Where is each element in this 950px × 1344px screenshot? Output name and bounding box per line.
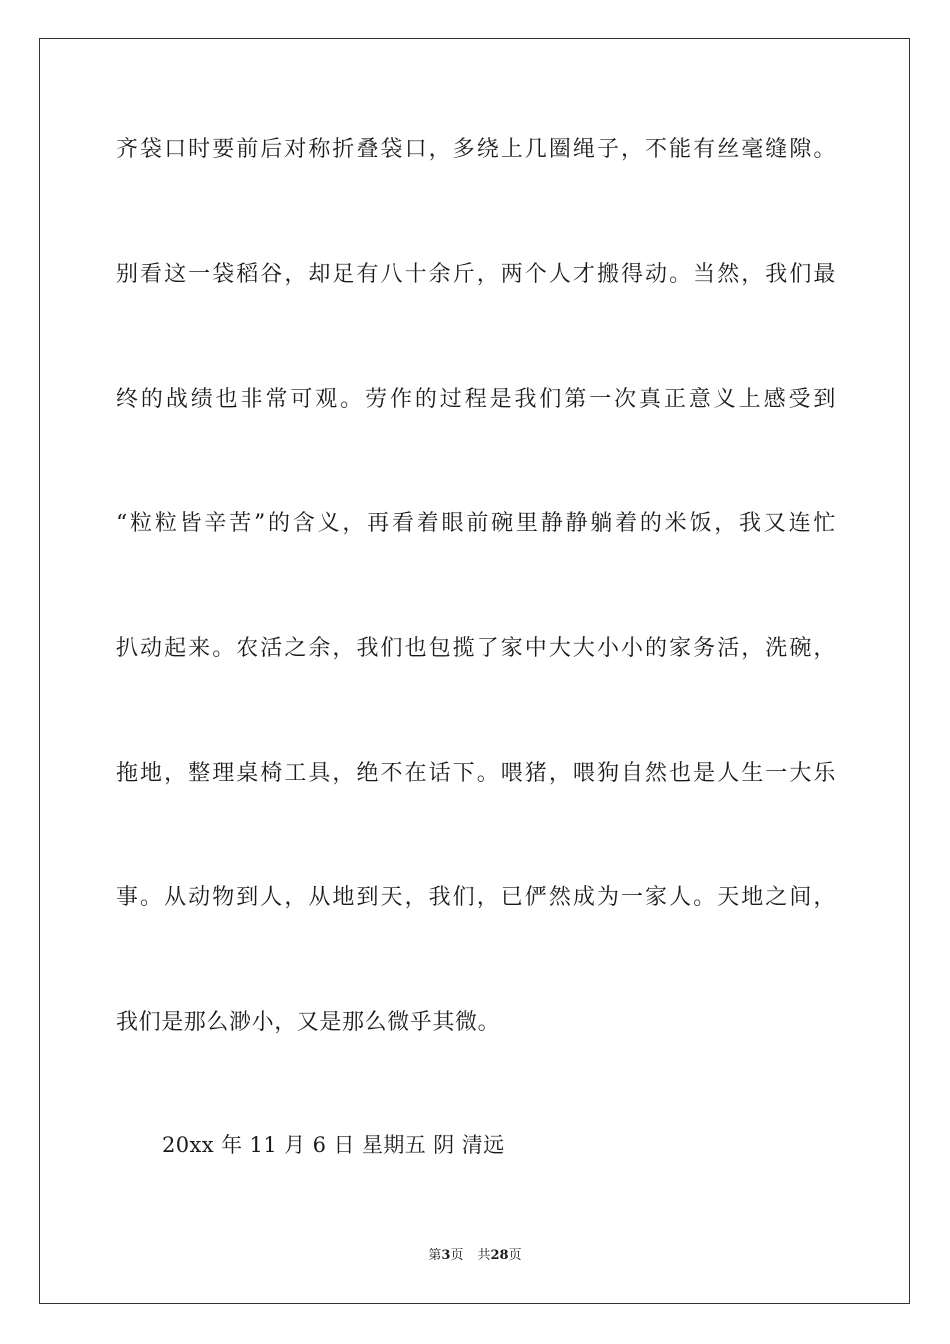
body-line-6: 拖地，整理桌椅工具，绝不在话下。喂猪，喂狗自然也是人生一大乐 [116, 761, 836, 786]
footer-total-prefix: 共 [477, 1248, 491, 1263]
page-frame [39, 38, 910, 1304]
body-line-3: 终的战绩也非常可观。劳作的过程是我们第一次真正意义上感受到 [116, 387, 836, 412]
footer-prefix: 第 [428, 1248, 442, 1263]
page-footer [0, 1248, 950, 1264]
body-line-7: 事。从动物到人，从地到天，我们，已俨然成为一家人。天地之间， [116, 885, 836, 910]
body-line-1: 齐袋口时要前后对称折叠袋口，多绕上几圈绳子，不能有丝毫缝隙。 [116, 137, 836, 162]
footer-page-number: 3 [441, 1248, 451, 1263]
body-line-4: “粒粒皆辛苦”的含义，再看着眼前碗里静静躺着的米饭，我又连忙 [116, 511, 836, 536]
footer-page-suffix: 页 [450, 1248, 464, 1263]
footer-total-pages: 28 [490, 1248, 509, 1263]
body-line-2: 别看这一袋稻谷，却足有八十余斤，两个人才搬得动。当然，我们最 [116, 262, 836, 287]
body-line-8: 我们是那么渺小，又是那么微乎其微。 [116, 1010, 501, 1035]
body-line-5: 扒动起来。农活之余，我们也包揽了家中大大小小的家务活，洗碗， [116, 636, 836, 661]
footer-total-suffix: 页 [508, 1248, 522, 1263]
diary-entry-date: 20xx 年 11 月 6 日 星期五 阴 清远 [162, 1133, 505, 1157]
